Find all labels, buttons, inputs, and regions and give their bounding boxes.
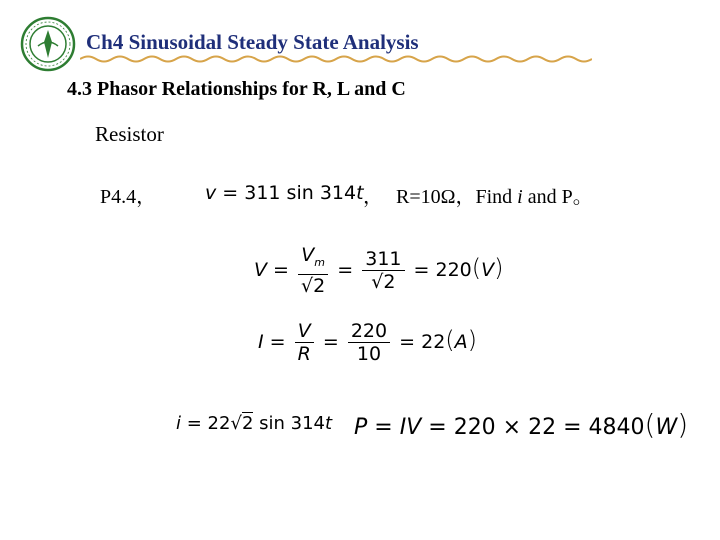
fraction-311-sqrt2: $\frac{311}{√2}$ (362, 248, 404, 293)
fraction-vm-sqrt2: $\frac{V_m}{√2}$ (298, 244, 328, 297)
equation-rms-current: I = $\frac{V}{R}$ = $\frac{220}{10}$ = 22(A) (258, 320, 478, 365)
header-title: Ch4 Sinusoidal Steady State Analysis (86, 30, 419, 54)
subheading: Resistor (95, 122, 164, 146)
find-text: R=10Ω，Find i and P。 (396, 186, 593, 208)
header-wave-divider (80, 52, 592, 66)
problem-id: P4.4， (100, 186, 157, 208)
problem-statement (100, 180, 660, 210)
given-voltage-expression: v = 311 sin 314t (205, 182, 364, 204)
section-title: 4.3 Phasor Relationships for R, L and C (67, 78, 406, 100)
equation-rms-voltage: V = $\frac{V_m}{√2}$ = $\frac{311}{√2}$ = 220(V) (254, 244, 504, 297)
equation-power: P = IV = 220 × 22 = 4840(W) (354, 408, 689, 441)
separator: ， (363, 186, 383, 208)
equation-instantaneous-current: i = 22√2 sin 314t (176, 413, 333, 434)
fraction-220-10: $\frac{220}{10}$ (348, 320, 390, 365)
fraction-v-r: $\frac{V}{R}$ (295, 320, 314, 365)
university-logo (20, 16, 76, 72)
